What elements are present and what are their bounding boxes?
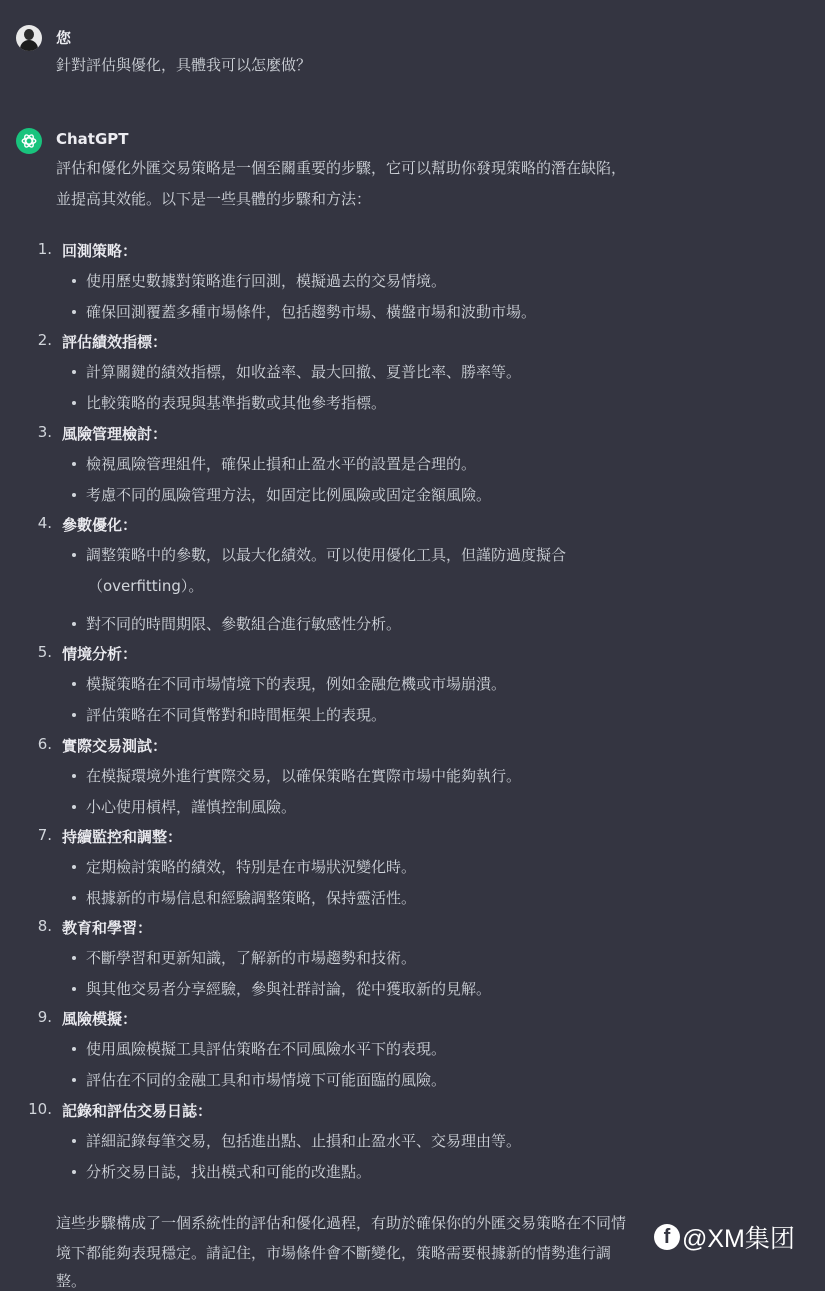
step-title: 情境分析： [62,645,138,663]
bullet-text: 在模擬環境外進行實際交易，以確保策略在實際市場中能夠執行。 [86,767,522,785]
user-message-text: 針對評估與優化，具體我可以怎麼做？ [56,56,312,74]
bullet-text: 不斷學習和更新知識，了解新的市場趨勢和技術。 [86,949,417,967]
step-title: 實際交易測試： [62,737,168,755]
bullet-text: 詳細記錄每筆交易，包括進出點、止損和止盈水平、交易理由等。 [86,1132,522,1150]
intro-line-1: 評估和優化外匯交易策略是一個至關重要的步驟，它可以幫助你發現策略的潛在缺陷， [56,159,627,177]
bullet-dot [72,553,76,557]
bullet-text: 與其他交易者分享經驗，參與社群討論，從中獲取新的見解。 [86,980,492,998]
bullet-dot [72,622,76,626]
step-number: 6. [37,735,52,753]
bullet-text: 使用歷史數據對策略進行回測，模擬過去的交易情境。 [86,272,447,290]
bullet-dot [72,805,76,809]
bullet-dot [72,1170,76,1174]
bullet-dot [72,865,76,869]
step-title: 風險管理檢討： [62,425,168,443]
watermark-text: @XM集团 [682,1225,795,1253]
bullet-text: 考慮不同的風險管理方法，如固定比例風險或固定金額風險。 [86,486,492,504]
bullet-dot [72,774,76,778]
bullet-dot [72,713,76,717]
bullet-text: 計算關鍵的績效指標，如收益率、最大回撤、夏普比率、勝率等。 [86,363,522,381]
step-number: 2. [37,331,52,349]
step-title: 評估績效指標： [62,333,168,351]
user-avatar [16,25,42,51]
step-number: 7. [37,826,52,844]
step-title: 教育和學習： [62,919,153,937]
step-number: 8. [37,917,52,935]
bullet-dot [72,682,76,686]
bullet-dot [72,310,76,314]
bullet-text: 評估在不同的金融工具和市場情境下可能面臨的風險。 [86,1071,447,1089]
bullet-dot [72,462,76,466]
outro-line-2: 境下都能夠表現穩定。請記住，市場條件會不斷變化，策略需要根據新的情勢進行調 [56,1244,612,1262]
bullet-text: 模擬策略在不同市場情境下的表現，例如金融危機或市場崩潰。 [86,675,507,693]
step-number: 5. [37,643,52,661]
step-title: 風險模擬： [62,1010,138,1028]
bullet-dot [72,1078,76,1082]
bullet-text: 分析交易日誌，找出模式和可能的改進點。 [86,1163,372,1181]
step-title: 回測策略： [62,242,138,260]
step-title: 持續監控和調整： [62,828,183,846]
assistant-author-name: ChatGPT [56,130,129,148]
bullet-text: 根據新的市場信息和經驗調整策略，保持靈活性。 [86,889,417,907]
step-number: 1. [37,240,52,258]
step-title: 參數優化： [62,516,138,534]
bullet-dot [72,1047,76,1051]
bullet-text: 檢視風險管理組件，確保止損和止盈水平的設置是合理的。 [86,455,477,473]
outro-line-3: 整。 [56,1272,87,1290]
intro-line-2: 並提高其效能。以下是一些具體的步驟和方法： [56,190,372,208]
outro-line-1: 這些步驟構成了一個系統性的評估和優化過程，有助於確保你的外匯交易策略在不同情 [56,1214,627,1232]
bullet-dot [72,493,76,497]
bullet-text: 比較策略的表現與基準指數或其他參考指標。 [86,394,387,412]
bullet-dot [72,1139,76,1143]
facebook-icon: f [654,1224,680,1250]
bullet-text: 定期檢討策略的績效，特別是在市場狀況變化時。 [86,858,417,876]
xm-watermark [654,1219,795,1255]
bullet-dot [72,401,76,405]
step-number: 9. [37,1008,52,1026]
bullet-text: （overfitting）。 [88,577,204,595]
bullet-text: 小心使用槓桿，謹慎控制風險。 [86,798,297,816]
bullet-text: 對不同的時間期限、參數組合進行敏感性分析。 [86,615,402,633]
step-number: 3. [37,423,52,441]
bullet-text: 使用風險模擬工具評估策略在不同風險水平下的表現。 [86,1040,447,1058]
bullet-dot [72,987,76,991]
user-author-name: 您 [56,29,72,47]
bullet-dot [72,279,76,283]
step-title: 記錄和評估交易日誌： [62,1102,213,1120]
bullet-dot [72,956,76,960]
bullet-text: 調整策略中的參數，以最大化績效。可以使用優化工具，但謹防過度擬合 [86,546,567,564]
bullet-dot [72,370,76,374]
step-number: 4. [37,514,52,532]
step-number: 10. [28,1100,52,1118]
bullet-dot [72,896,76,900]
chatgpt-logo-icon [16,128,42,154]
bullet-text: 評估策略在不同貨幣對和時間框架上的表現。 [86,706,387,724]
bullet-text: 確保回測覆蓋多種市場條件，包括趨勢市場、橫盤市場和波動市場。 [86,303,537,321]
